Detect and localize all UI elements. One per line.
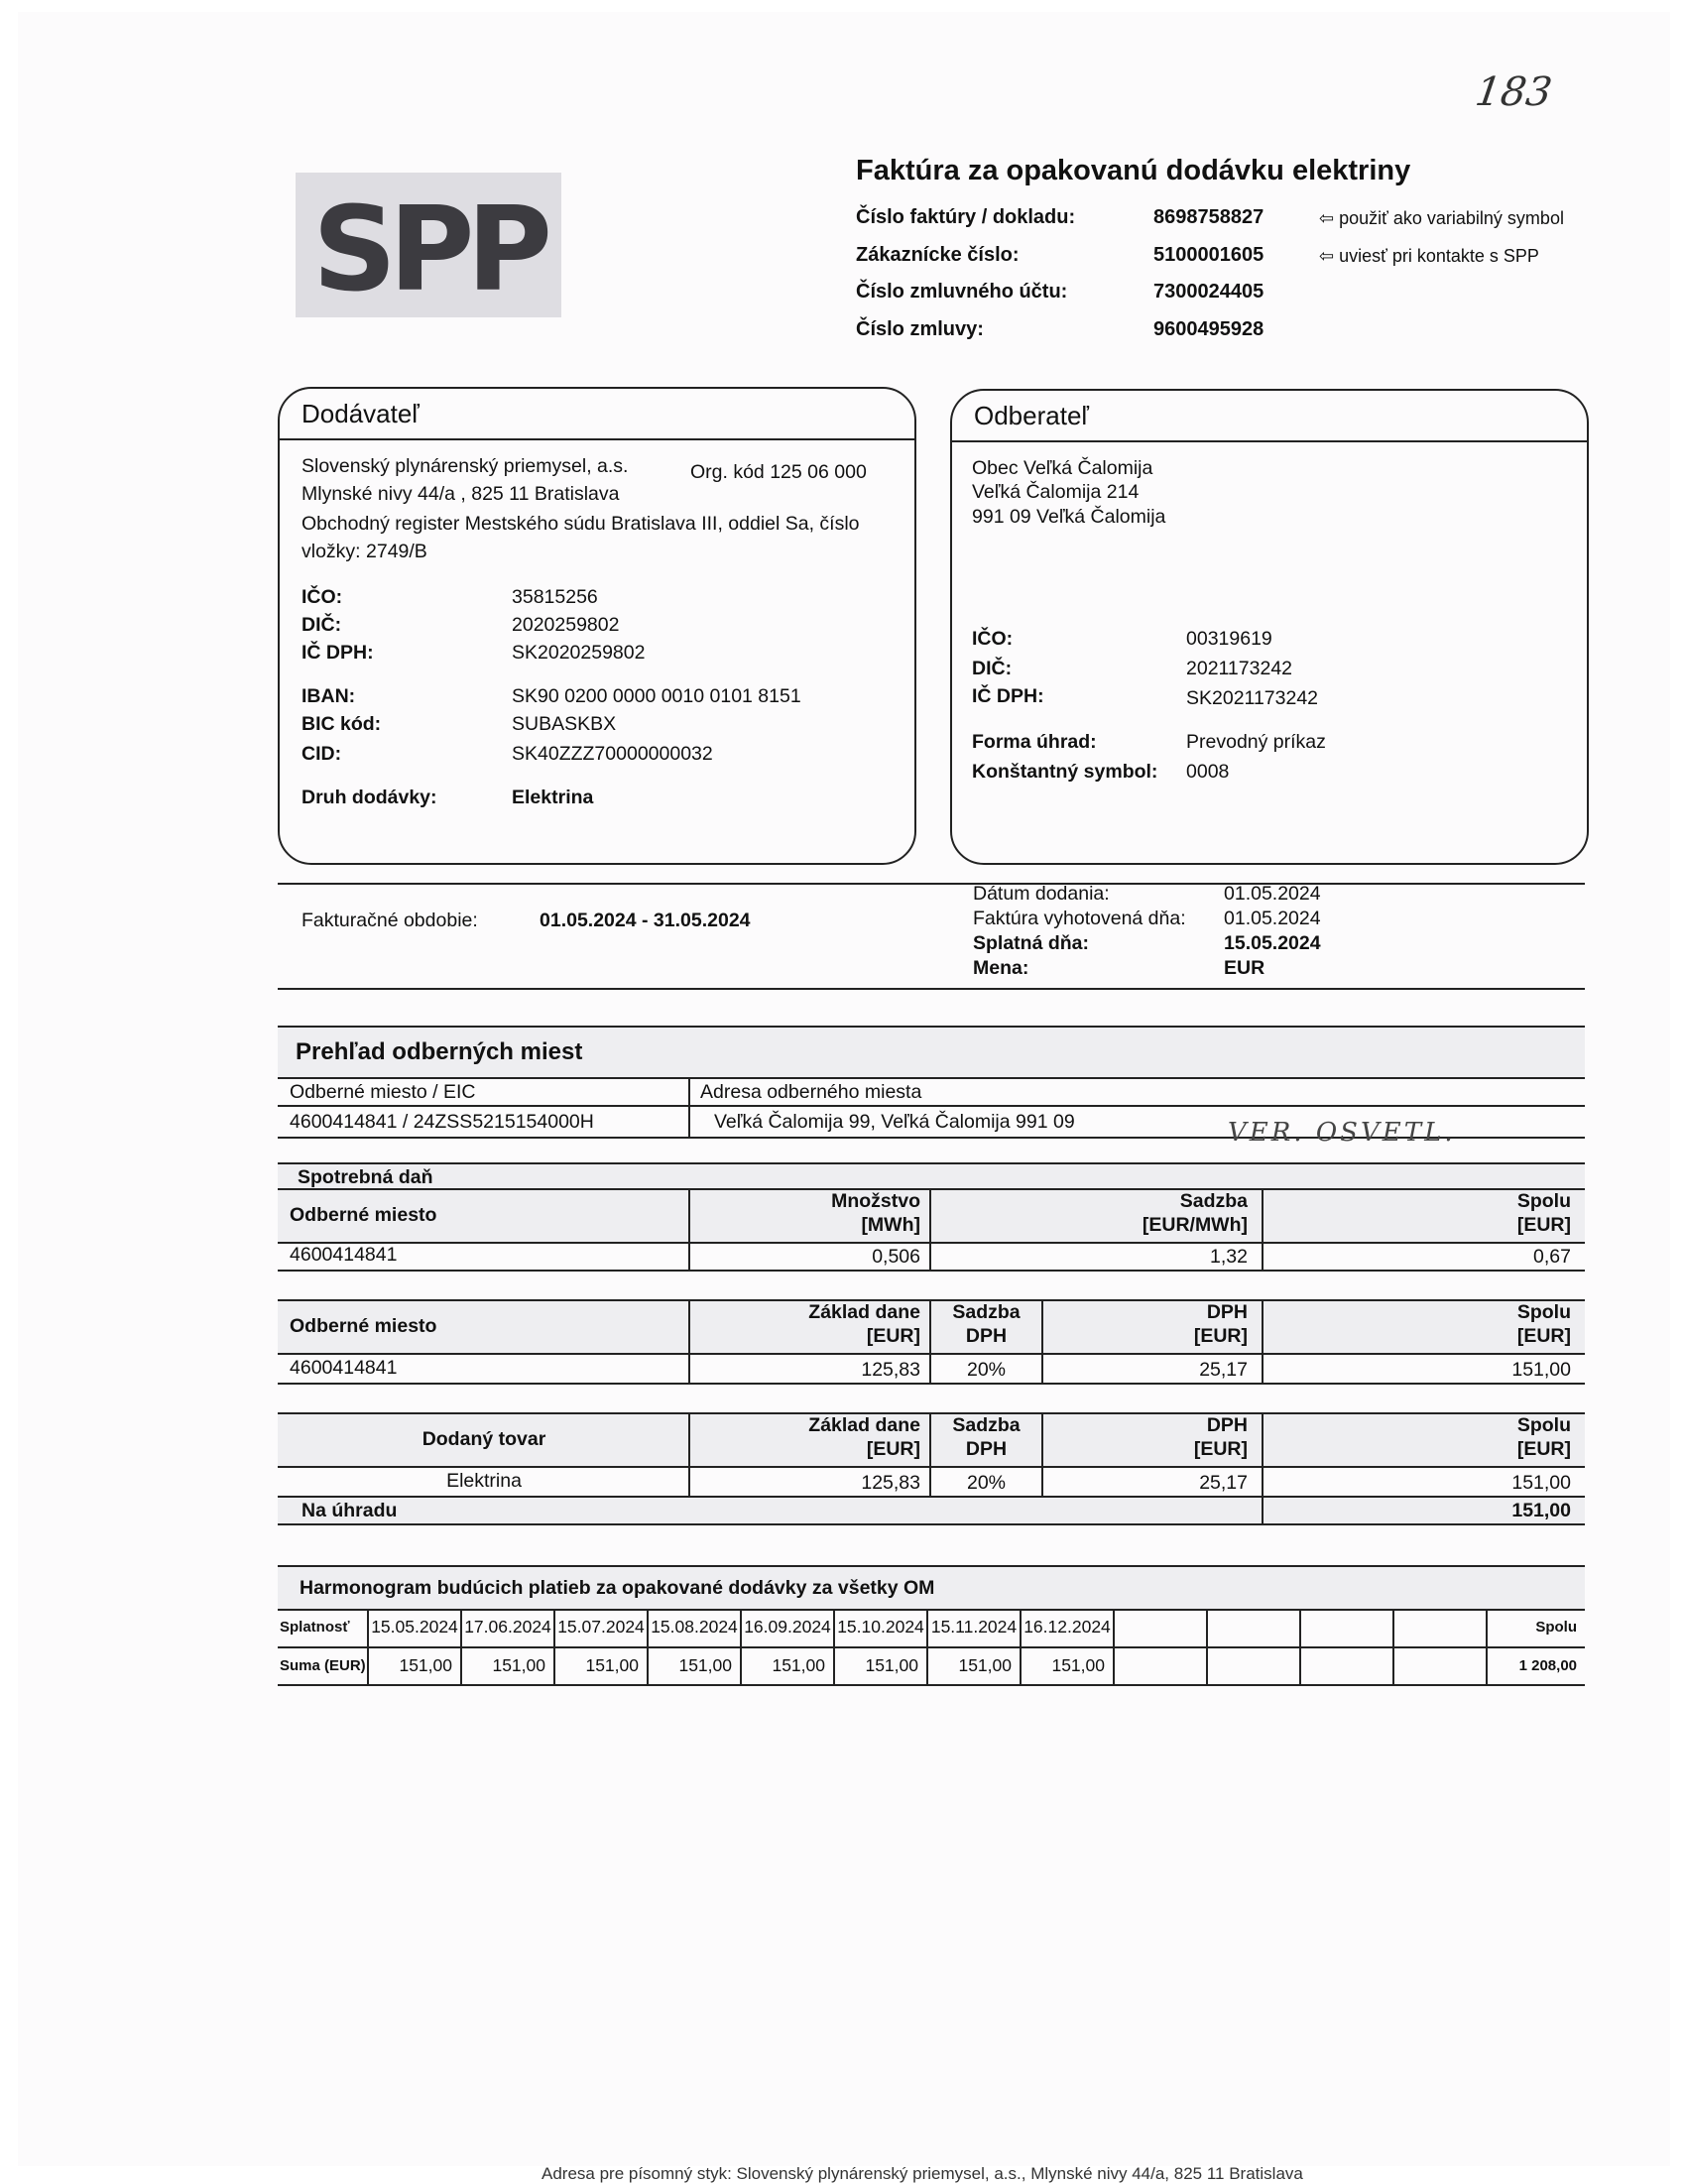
- schedule-date: 15.11.2024: [930, 1617, 1018, 1637]
- vat-row-total: 151,00: [1511, 1359, 1571, 1381]
- vat-col-rate-unit: DPH: [965, 1325, 1008, 1347]
- supplier-box: [278, 387, 916, 865]
- arrow-left-icon: ⇦: [1319, 208, 1340, 228]
- customer-ico-label: IČO:: [972, 628, 1014, 650]
- vat-row-rate: 20%: [966, 1359, 1007, 1381]
- customer-heading: Odberateľ: [974, 401, 1089, 430]
- schedule-date: 15.07.2024: [557, 1617, 645, 1637]
- vat-row-vat: 25,17: [1199, 1359, 1248, 1381]
- period-top-rule: [278, 883, 1585, 885]
- customer-address-1: Veľká Čalomija 214: [972, 481, 1140, 503]
- schedule-amount: 151,00: [1051, 1655, 1105, 1675]
- excise-row-quantity: 0,506: [872, 1246, 920, 1268]
- goods-col-base-unit: [EUR]: [866, 1438, 920, 1460]
- supplier-dic: 2020259802: [512, 614, 620, 636]
- schedule-date: 15.08.2024: [651, 1617, 738, 1637]
- vat-col-total-unit: [EUR]: [1516, 1325, 1571, 1347]
- customer-ico: 00319619: [1186, 628, 1272, 650]
- excise-row-total: 0,67: [1533, 1246, 1571, 1268]
- supplier-cid: SK40ZZZ70000000032: [512, 743, 713, 765]
- excise-col-total: Spolu: [1516, 1190, 1571, 1212]
- vat-row-delivery-point: 4600414841: [290, 1357, 398, 1379]
- excise-col-quantity-unit: [MWh]: [861, 1214, 920, 1236]
- goods-col-total: Spolu: [1516, 1414, 1571, 1436]
- schedule-amount: 151,00: [772, 1655, 825, 1675]
- handwritten-page-number: 183: [1472, 69, 1555, 115]
- period-bottom-rule: [278, 988, 1585, 990]
- currency: EUR: [1224, 957, 1265, 979]
- supplier-heading: Dodávateľ: [301, 399, 420, 428]
- billing-period-label: Fakturačné obdobie:: [301, 910, 478, 931]
- schedule-date: 15.10.2024: [837, 1617, 924, 1637]
- supplier-register-cont: vložky: 2749/B: [301, 541, 427, 562]
- contract-account-label: Číslo zmluvného účtu:: [856, 281, 1068, 303]
- schedule-total: 1 208,00: [1518, 1657, 1577, 1674]
- supplier-org-code: Org. kód 125 06 000: [690, 461, 867, 483]
- supplier-icdph: SK2020259802: [512, 642, 646, 664]
- delivery-point-address: Veľká Čalomija 99, Veľká Čalomija 991 09: [714, 1111, 1075, 1133]
- goods-col-rate-unit: DPH: [965, 1438, 1008, 1460]
- delivery-points-heading: Prehľad odberných miest: [296, 1038, 583, 1065]
- invoice-page: [18, 12, 1670, 2183]
- goods-row-total: 151,00: [1511, 1472, 1571, 1494]
- supplier-register: Obchodný register Mestského súdu Bratislava III, oddiel Sa, číslo: [301, 513, 860, 535]
- schedule-amount-label: Suma (EUR): [280, 1657, 366, 1674]
- goods-row-vat: 25,17: [1199, 1472, 1248, 1494]
- schedule-amount: 151,00: [678, 1655, 732, 1675]
- excise-row-rate: 1,32: [1210, 1246, 1248, 1268]
- supplier-ico-label: IČO:: [301, 586, 343, 608]
- customer-icdph-label: IČ DPH:: [972, 685, 1044, 707]
- schedule-amount: 151,00: [865, 1655, 918, 1675]
- supplier-icdph-label: IČ DPH:: [301, 642, 374, 664]
- currency-label: Mena:: [973, 957, 1029, 979]
- eic-column-header: Odberné miesto / EIC: [290, 1081, 476, 1103]
- schedule-date: 15.05.2024: [371, 1617, 458, 1637]
- invoice-title: Faktúra za opakovanú dodávku elektriny: [856, 155, 1411, 186]
- goods-col-item: Dodaný tovar: [421, 1428, 546, 1450]
- schedule-heading: Harmonogram budúcich platieb za opakované dodávky za všetky OM: [300, 1577, 935, 1599]
- contract-number-label: Číslo zmluvy:: [856, 318, 984, 340]
- contract-number-value: 9600495928: [1153, 318, 1264, 340]
- contract-account-value: 7300024405: [1153, 281, 1264, 303]
- supply-type-label: Druh dodávky:: [301, 787, 437, 808]
- constant-symbol: 0008: [1186, 761, 1230, 783]
- supplier-iban-label: IBAN:: [301, 685, 356, 707]
- delivery-date: 01.05.2024: [1224, 883, 1321, 905]
- goods-col-vat: DPH: [1206, 1414, 1248, 1436]
- vat-row-base: 125,83: [861, 1359, 920, 1381]
- handwritten-note: VER. OSVETL.: [1228, 1118, 1456, 1148]
- supplier-address: Mlynské nivy 44/a , 825 11 Bratislava: [301, 483, 620, 505]
- goods-row-rate: 20%: [966, 1472, 1007, 1494]
- customer-dic-label: DIČ:: [972, 658, 1013, 679]
- customer-box: [950, 389, 1589, 865]
- delivery-date-label: Dátum dodania:: [973, 883, 1110, 905]
- vat-col-rate: Sadzba: [952, 1301, 1021, 1323]
- customer-address-2: 991 09 Veľká Čalomija: [972, 506, 1166, 528]
- invoice-number-label: Číslo faktúry / dokladu:: [856, 206, 1076, 228]
- footer-address: Adresa pre písomný styk: Slovenský plynárenský priemysel, a.s., Mlynské nivy 44/a, 825 11 Bratislava: [542, 2164, 1303, 2183]
- svg-text:SPP: SPP: [312, 181, 544, 317]
- amount-due: 151,00: [1511, 1500, 1571, 1521]
- constant-symbol-label: Konštantný symbol:: [972, 761, 1158, 783]
- supplier-dic-label: DIČ:: [301, 614, 342, 636]
- customer-icdph: SK2021173242: [1186, 687, 1319, 709]
- billing-period-value: 01.05.2024 - 31.05.2024: [540, 910, 751, 931]
- schedule-amount: 151,00: [585, 1655, 639, 1675]
- excise-col-rate: Sadzba: [1179, 1190, 1248, 1212]
- schedule-amount: 151,00: [399, 1655, 452, 1675]
- excise-col-delivery-point: Odberné miesto: [290, 1204, 437, 1226]
- schedule-amount: 151,00: [492, 1655, 545, 1675]
- goods-col-base: Základ dane: [808, 1414, 920, 1436]
- excise-row-delivery-point: 4600414841: [290, 1244, 398, 1266]
- payment-form-label: Forma úhrad:: [972, 731, 1097, 753]
- supplier-ico: 35815256: [512, 586, 598, 608]
- schedule-amount: 151,00: [958, 1655, 1012, 1675]
- goods-col-vat-unit: [EUR]: [1193, 1438, 1248, 1460]
- invoice-number-note: ⇦ použiť ako variabilný symbol: [1319, 208, 1564, 228]
- customer-number-note: ⇦ uviesť pri kontakte s SPP: [1319, 246, 1539, 266]
- due-date-label: Splatná dňa:: [973, 932, 1090, 954]
- supply-type: Elektrina: [512, 787, 594, 808]
- schedule-total-label: Spolu: [1535, 1619, 1577, 1636]
- issue-date-label: Faktúra vyhotovená dňa:: [973, 908, 1186, 929]
- supplier-iban: SK90 0200 0000 0010 0101 8151: [512, 685, 801, 707]
- goods-col-rate: Sadzba: [952, 1414, 1021, 1436]
- schedule-due-label: Splatnosť: [280, 1619, 350, 1636]
- vat-col-vat-unit: [EUR]: [1193, 1325, 1248, 1347]
- goods-col-total-unit: [EUR]: [1516, 1438, 1571, 1460]
- schedule-date: 16.12.2024: [1023, 1617, 1111, 1637]
- excise-heading: Spotrebná daň: [298, 1166, 433, 1188]
- goods-row-base: 125,83: [861, 1472, 920, 1494]
- amount-due-label: Na úhradu: [301, 1500, 398, 1521]
- vat-col-vat: DPH: [1206, 1301, 1248, 1323]
- spp-logo: [296, 173, 561, 317]
- schedule-date: 16.09.2024: [744, 1617, 831, 1637]
- customer-number-value: 5100001605: [1153, 244, 1264, 266]
- vat-col-delivery-point: Odberné miesto: [290, 1315, 437, 1337]
- customer-name: Obec Veľká Čalomija: [972, 457, 1153, 479]
- arrow-left-icon: ⇦: [1319, 246, 1340, 266]
- excise-col-rate-unit: [EUR/MWh]: [1142, 1214, 1248, 1236]
- invoice-number-value: 8698758827: [1153, 206, 1264, 228]
- address-column-header: Adresa odberného miesta: [700, 1081, 922, 1103]
- supplier-name: Slovenský plynárenský priemysel, a.s.: [301, 455, 629, 477]
- customer-number-label: Zákaznícke číslo:: [856, 244, 1020, 266]
- goods-row-item: Elektrina: [446, 1470, 522, 1492]
- issue-date: 01.05.2024: [1224, 908, 1321, 929]
- excise-col-total-unit: [EUR]: [1516, 1214, 1571, 1236]
- supplier-bic-label: BIC kód:: [301, 713, 382, 735]
- customer-dic: 2021173242: [1186, 658, 1293, 679]
- schedule-date: 17.06.2024: [464, 1617, 551, 1637]
- supplier-cid-label: CID:: [301, 743, 342, 765]
- vat-col-base-unit: [EUR]: [866, 1325, 920, 1347]
- supplier-bic: SUBASKBX: [512, 713, 617, 735]
- due-date: 15.05.2024: [1224, 932, 1321, 954]
- spp-logo-mark: [296, 173, 561, 317]
- payment-form: Prevodný príkaz: [1186, 731, 1326, 753]
- vat-col-total: Spolu: [1516, 1301, 1571, 1323]
- vat-col-base: Základ dane: [808, 1301, 920, 1323]
- eic-value: 4600414841 / 24ZSS5215154000H: [290, 1111, 594, 1133]
- excise-col-quantity: Množstvo: [831, 1190, 920, 1212]
